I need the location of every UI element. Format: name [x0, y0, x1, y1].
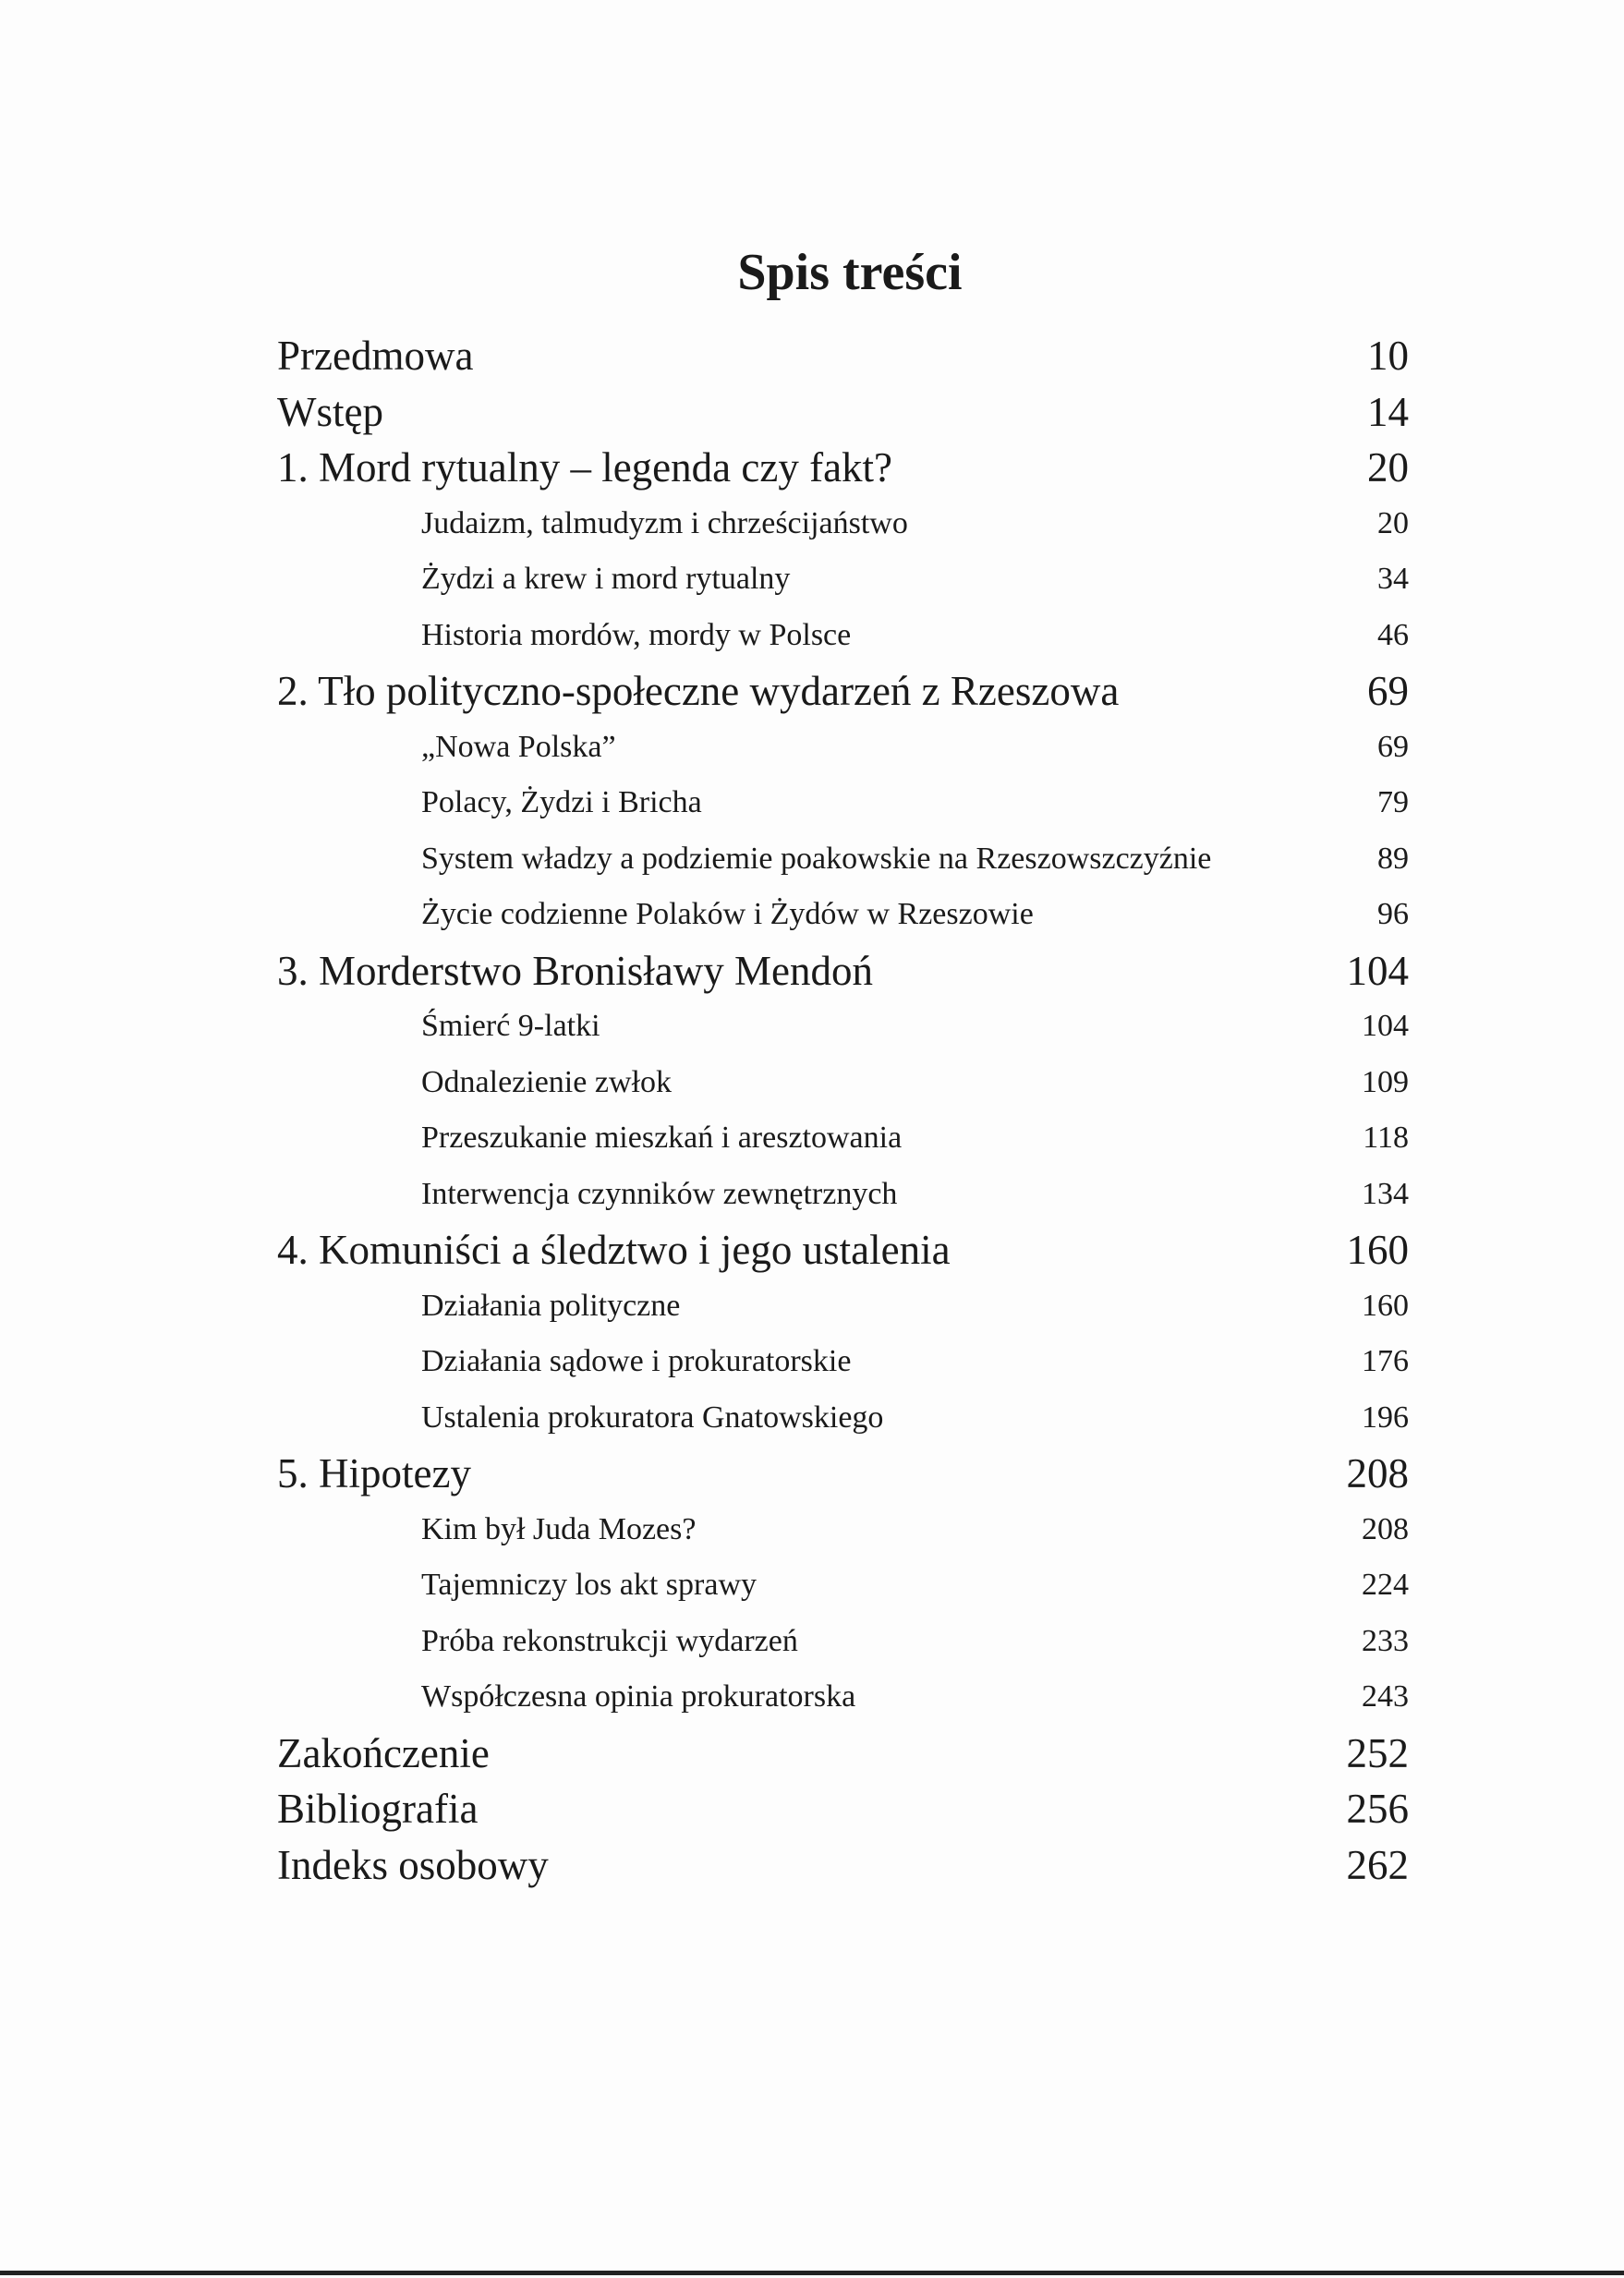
- toc-section-entry: [277, 1278, 1409, 1335]
- entry-title: Wstęp: [277, 388, 383, 435]
- entry-page-number: 104: [1346, 947, 1409, 994]
- table-of-contents: [277, 328, 1409, 1893]
- entry-page-number: 196: [1362, 1400, 1409, 1435]
- entry-title: Kim był Juda Mozes?: [421, 1511, 697, 1546]
- entry-title: Interwencja czynników zewnętrznych: [421, 1176, 898, 1211]
- entry-title: Tajemniczy los akt sprawy: [421, 1568, 757, 1603]
- entry-page-number: 89: [1377, 841, 1409, 876]
- entry-page-number: 134: [1362, 1176, 1409, 1211]
- entry-title: 1. Mord rytualny – legenda czy fakt?: [277, 444, 893, 491]
- entry-title: Przedmowa: [277, 333, 474, 380]
- entry-page-number: 243: [1362, 1679, 1409, 1715]
- entry-title: 5. Hipotezy: [277, 1450, 471, 1497]
- entry-page-number: 233: [1362, 1623, 1409, 1658]
- toc-chapter-entry: [277, 328, 1409, 384]
- toc-chapter-entry: [277, 663, 1409, 720]
- page-title: Spis treści: [737, 243, 963, 301]
- entry-title: Współczesna opinia prokuratorska: [421, 1679, 856, 1715]
- toc-section-entry: [277, 887, 1409, 943]
- toc-section-entry: [277, 1334, 1409, 1390]
- entry-title: Indeks osobowy: [277, 1841, 549, 1888]
- entry-page-number: 14: [1367, 388, 1409, 435]
- entry-page-number: 69: [1377, 729, 1409, 764]
- toc-section-entry: [277, 1167, 1409, 1223]
- entry-title: 3. Morderstwo Bronisławy Mendoń: [277, 947, 873, 994]
- toc-chapter-entry: [277, 943, 1409, 1000]
- entry-page-number: 69: [1367, 668, 1409, 715]
- entry-page-number: 10: [1367, 333, 1409, 380]
- toc-chapter-entry: [277, 1222, 1409, 1278]
- entry-page-number: 79: [1377, 785, 1409, 820]
- entry-page-number: 34: [1377, 562, 1409, 597]
- entry-page-number: 96: [1377, 897, 1409, 932]
- entry-page-number: 160: [1362, 1288, 1409, 1323]
- entry-title: Przeszukanie mieszkań i aresztowania: [421, 1121, 903, 1156]
- toc-section-entry: [277, 1390, 1409, 1447]
- entry-title: Żydzi a krew i mord rytualny: [421, 562, 791, 597]
- toc-chapter-entry: [277, 1726, 1409, 1782]
- toc-chapter-entry: [277, 1446, 1409, 1502]
- toc-chapter-entry: [277, 440, 1409, 496]
- entry-page-number: 224: [1362, 1568, 1409, 1603]
- toc-chapter-entry: [277, 1781, 1409, 1837]
- entry-title: Działania polityczne: [421, 1288, 681, 1323]
- entry-page-number: 104: [1362, 1009, 1409, 1044]
- entry-page-number: 46: [1377, 617, 1409, 652]
- entry-page-number: 252: [1346, 1729, 1409, 1776]
- entry-title: „Nowa Polska”: [421, 729, 616, 764]
- entry-title: Śmierć 9-latki: [421, 1009, 600, 1044]
- entry-page-number: 109: [1362, 1064, 1409, 1099]
- toc-section-entry: [277, 1669, 1409, 1726]
- toc-section-entry: [277, 1614, 1409, 1670]
- toc-section-entry: [277, 720, 1409, 776]
- entry-page-number: 20: [1367, 444, 1409, 491]
- scan-edge: [0, 2271, 1624, 2275]
- toc-chapter-entry: [277, 1837, 1409, 1894]
- entry-page-number: 160: [1346, 1227, 1409, 1274]
- toc-chapter-entry: [277, 384, 1409, 441]
- entry-page-number: 176: [1362, 1344, 1409, 1379]
- entry-title: Bibliografia: [277, 1786, 479, 1833]
- toc-section-entry: [277, 608, 1409, 664]
- toc-section-entry: [277, 1055, 1409, 1111]
- entry-page-number: 118: [1363, 1121, 1409, 1156]
- entry-title: Próba rekonstrukcji wydarzeń: [421, 1623, 798, 1658]
- entry-title: Działania sądowe i prokuratorskie: [421, 1344, 852, 1379]
- entry-title: Odnalezienie zwłok: [421, 1064, 672, 1099]
- entry-page-number: 208: [1346, 1450, 1409, 1497]
- toc-section-entry: [277, 831, 1409, 888]
- entry-title: Życie codzienne Polaków i Żydów w Rzeszowie: [421, 897, 1034, 932]
- entry-page-number: 262: [1346, 1841, 1409, 1888]
- toc-section-entry: [277, 1502, 1409, 1558]
- toc-section-entry: [277, 775, 1409, 831]
- entry-page-number: 256: [1346, 1786, 1409, 1833]
- toc-section-entry: [277, 1110, 1409, 1167]
- entry-title: 2. Tło polityczno-społeczne wydarzeń z Rzeszowa: [277, 668, 1120, 715]
- toc-section-entry: [277, 551, 1409, 608]
- entry-title: Zakończenie: [277, 1729, 490, 1776]
- toc-section-entry: [277, 999, 1409, 1055]
- entry-title: Ustalenia prokuratora Gnatowskiego: [421, 1400, 884, 1435]
- entry-title: Historia mordów, mordy w Polsce: [421, 617, 852, 652]
- entry-title: Judaizm, talmudyzm i chrześcijaństwo: [421, 505, 908, 540]
- entry-page-number: 20: [1377, 505, 1409, 540]
- toc-section-entry: [277, 1557, 1409, 1614]
- toc-section-entry: [277, 496, 1409, 552]
- entry-title: 4. Komuniści a śledztwo i jego ustalenia: [277, 1227, 951, 1274]
- entry-title: Polacy, Żydzi i Bricha: [421, 785, 702, 820]
- entry-title: System władzy a podziemie poakowskie na Rzeszowszczyźnie: [421, 841, 1212, 876]
- entry-page-number: 208: [1362, 1511, 1409, 1546]
